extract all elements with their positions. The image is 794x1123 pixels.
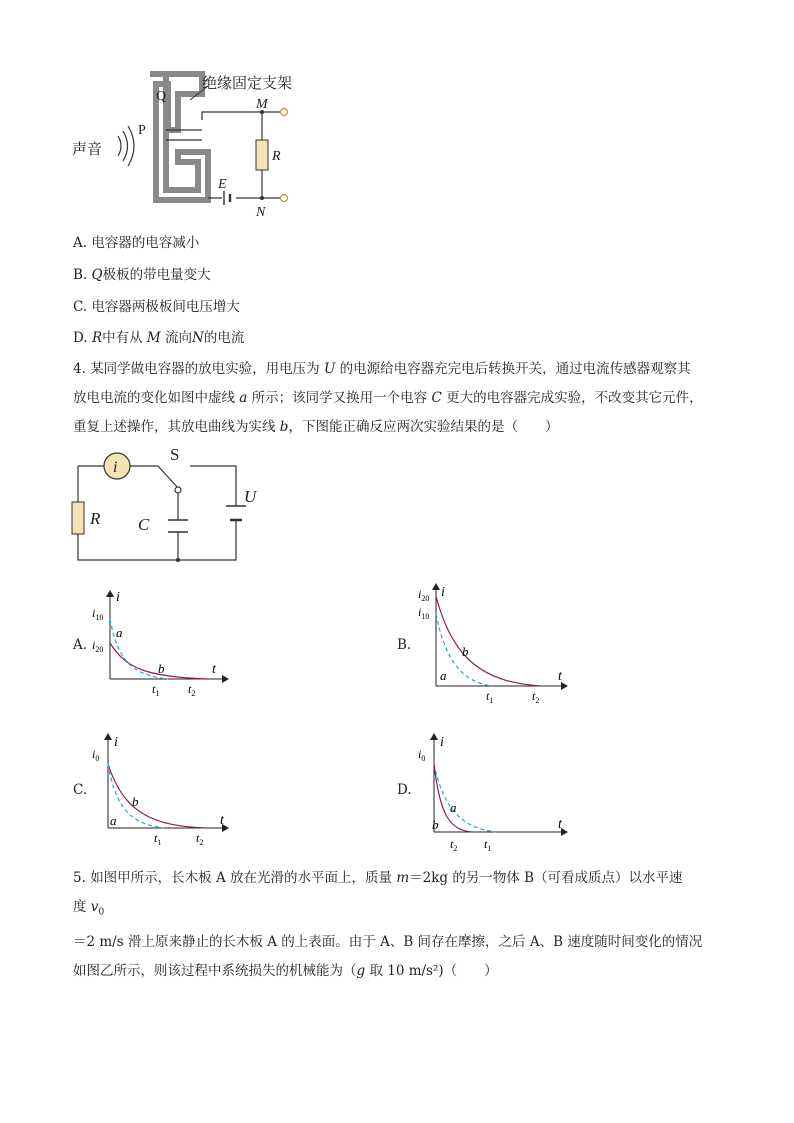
support-label: 绝缘固定支架 [202, 76, 293, 92]
graph-b-label-a: a [440, 668, 447, 683]
resistor-2-label: R [90, 509, 101, 528]
q4-line2: 放电电流的变化如图中虚线 a 所示；该同学又换用一个电容 C 更大的电容器完成实验，不改变其它元件， [73, 390, 703, 406]
graph-a-x-label: t [212, 662, 216, 677]
graph-c [88, 728, 238, 853]
q3-option-a: A. 电容器的电容减小 [73, 235, 200, 251]
graph-a-label-a: a [116, 625, 123, 640]
graph-d-option: D. [397, 782, 412, 798]
graph-c-i0: $i_0$ [92, 747, 100, 763]
graph-b-i20: $i_{20}$ [418, 587, 430, 603]
graph-a-label-b: b [158, 661, 165, 676]
graph-a-y-label: i [116, 590, 120, 605]
graph-d-label-b: b [432, 817, 439, 832]
terminal-m-label: M [256, 97, 268, 112]
graph-c-label-b: b [132, 794, 139, 809]
terminal-n-label: N [256, 205, 266, 220]
graph-c-t1: $t_1$ [154, 831, 162, 847]
graph-d-t1: $t_1$ [484, 837, 492, 853]
terminal-m [281, 109, 288, 116]
graph-a [88, 585, 238, 700]
sound-waves-icon [118, 126, 134, 166]
switch-label: S [170, 445, 180, 464]
graph-b-t1: $t_1$ [486, 689, 494, 705]
graph-c-t2: $t_2$ [196, 831, 204, 847]
wire-top [202, 112, 282, 120]
graph-a-i20: $i_{20}$ [92, 638, 104, 654]
graph-a-i10: $i_{10}$ [92, 606, 104, 622]
meter-label: i [113, 459, 118, 476]
graph-b-i10: $i_{10}$ [418, 605, 430, 621]
graph-c-curve-b [108, 764, 206, 828]
resistor [256, 140, 268, 170]
q3-option-b: B. Q极板的带电量变大 [73, 267, 211, 283]
q3-option-d: D. R中有从 M 流向N的电流 [73, 330, 245, 346]
graph-d-label-a: a [450, 800, 457, 815]
q5-question [73, 864, 713, 986]
q5-line2: ＝2 m/s 滑上原来静止的长木板 A 的上表面。由于 A、B 间存在摩擦，之后 A、B 速度随时间变化的情况 [73, 933, 703, 950]
graph-d-i0: $i_0$ [418, 747, 426, 763]
discharge-circuit-figure [60, 440, 280, 575]
graph-a-t1: $t_1$ [152, 682, 160, 698]
graph-b-t2: $t_2$ [532, 689, 540, 705]
battery-label: E [218, 177, 227, 192]
graph-d-y-label: i [440, 735, 444, 750]
q4-line1: 4. 某同学做电容器的放电实验，用电压为 U 的电源给电容器充完电后转换开关，通过电流传感器观察其 [73, 361, 691, 377]
switch-pivot [175, 487, 181, 493]
source-label: U [244, 487, 257, 506]
graph-a-option: A. [73, 637, 88, 653]
graph-d-x-label: t [558, 817, 562, 832]
graph-b-label-b: b [462, 644, 469, 659]
graph-b-option: B. [397, 637, 412, 653]
circuit-wires [78, 466, 236, 560]
terminal-n [281, 195, 288, 202]
plate-p-label: P [138, 123, 146, 138]
capacitor-label: C [138, 515, 150, 534]
q4-line3: 重复上述操作，其放电曲线为实线 b，下图能正确反应两次实验结果的是（ ） [73, 419, 559, 435]
resistor-2 [72, 502, 84, 534]
graph-c-y-label: i [114, 735, 118, 750]
graph-b-x-label: t [558, 669, 562, 684]
capacitor-mic-figure [60, 60, 320, 220]
graph-b-curve-b [436, 596, 540, 686]
graph-d-t2: $t_2$ [450, 837, 458, 853]
sound-label: 声音 [72, 142, 103, 158]
plate-q-label: Q [156, 89, 167, 104]
graph-c-option: C. [73, 782, 88, 798]
q3-option-c: C. 电容器两极板间电压增大 [73, 299, 240, 315]
q4-question [73, 355, 713, 442]
resistor-label: R [272, 149, 281, 164]
graph-a-t2: $t_2$ [188, 682, 196, 698]
graph-c-x-label: t [220, 813, 224, 828]
graph-d-curve-b [434, 764, 472, 832]
graph-b [412, 578, 577, 708]
graph-c-label-a: a [110, 813, 117, 828]
graph-b-y-label: i [441, 585, 445, 600]
q5-line1: 5. 如图甲所示，长木板 A 放在光滑的水平面上，质量 m＝2kg 的另一物体 B（可看成质点）以水平速度 $v_0$ [73, 870, 683, 918]
graph-d [412, 728, 577, 858]
q5-line3: 如图乙所示，则该过程中系统损失的机械能为（g 取 10 m/s²)（ ） [73, 962, 498, 979]
switch-blade [158, 466, 178, 488]
graph-d-curve-a [434, 764, 496, 832]
